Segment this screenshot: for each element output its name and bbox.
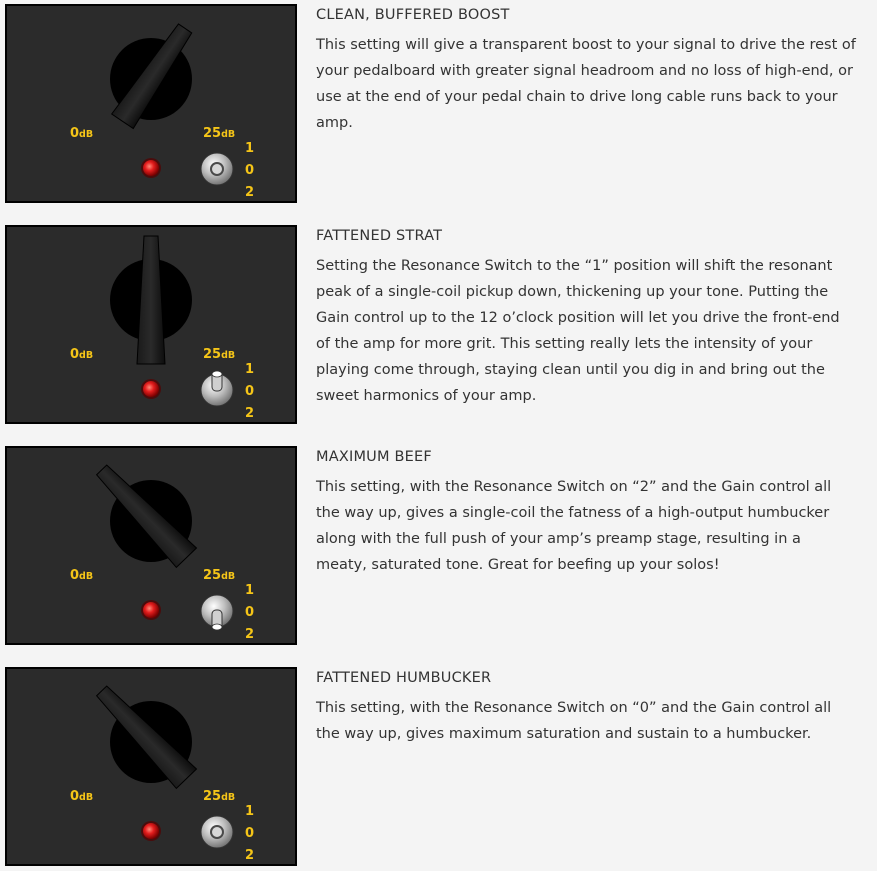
- setting-fattened-strat: [0, 225, 877, 425]
- switch-position-1-label: 1: [245, 804, 255, 819]
- switch-position-1-label: 1: [245, 141, 255, 156]
- gain-min-label: 0dB: [70, 126, 94, 141]
- switch-position-1-label: 1: [245, 583, 255, 598]
- setting-description: Setting the Resonance Switch to the “1” position will shift the resonant peak of a single-coil pickup down, thickening up your tone. Putting the Gain control up to the 12 o’clock position will let you drive the front-end of the amp for more grit. This setting really lets the intensity of your playing come through, staying clean until you dig in and bring out the sweet harmonics of your amp.: [316, 258, 840, 404]
- setting-description: This setting will give a transparent boost to your signal to drive the rest of your pedalboard with greater signal headroom and no loss of high-end, or use at the end of your pedal chain to drive long cable runs back to your amp.: [316, 37, 856, 131]
- gain-knob-icon[interactable]: [110, 21, 196, 128]
- switch-position-2-label: 2: [245, 406, 255, 421]
- pedal-panel: [5, 446, 297, 645]
- resonance-switch-icon[interactable]: [201, 816, 233, 848]
- resonance-switch-icon[interactable]: [201, 153, 233, 185]
- switch-position-2-label: 2: [245, 185, 255, 200]
- gain-knob-icon[interactable]: [92, 681, 197, 788]
- pedal-controls-diagram: [7, 6, 295, 201]
- pedal-controls-diagram: [7, 669, 295, 864]
- gain-knob-icon[interactable]: [92, 460, 197, 567]
- gain-min-label: 0dB: [70, 568, 94, 583]
- gain-max-label: 25dB: [203, 126, 236, 141]
- setting-description: This setting, with the Resonance Switch on “2” and the Gain control all the way up, gives a single-coil the fatness of a high-output humbucker along with the full push of your amp’s preamp stage, resulting in a meaty, saturated tone. Great for beefing up your solos!: [316, 479, 832, 573]
- pedal-controls-diagram: [7, 227, 295, 422]
- gain-knob-icon[interactable]: [110, 236, 192, 364]
- switch-position-0-label: 0: [245, 605, 255, 620]
- setting-description: This setting, with the Resonance Switch on “0” and the Gain control all the way up, gives maximum saturation and sustain to a humbucker.: [316, 700, 832, 742]
- switch-position-2-label: 2: [245, 627, 255, 642]
- setting-fattened-humbucker: [0, 667, 877, 867]
- pedal-controls-diagram: [7, 448, 295, 643]
- pedal-panel: [5, 4, 297, 203]
- setting-title: FATTENED STRAT: [316, 228, 443, 244]
- setting-title: CLEAN, BUFFERED BOOST: [316, 7, 510, 23]
- setting-maximum-beef: [0, 446, 877, 646]
- pedal-panel: [5, 667, 297, 866]
- switch-position-1-label: 1: [245, 362, 255, 377]
- switch-position-0-label: 0: [245, 826, 255, 841]
- pedal-panel: [5, 225, 297, 424]
- resonance-switch-icon[interactable]: [201, 595, 233, 630]
- gain-max-label: 25dB: [203, 347, 236, 362]
- gain-min-label: 0dB: [70, 347, 94, 362]
- setting-title: FATTENED HUMBUCKER: [316, 670, 492, 686]
- switch-position-2-label: 2: [245, 848, 255, 863]
- setting-title: MAXIMUM BEEF: [316, 449, 432, 465]
- setting-clean-buffered-boost: [0, 4, 877, 204]
- gain-max-label: 25dB: [203, 568, 236, 583]
- switch-position-0-label: 0: [245, 384, 255, 399]
- resonance-switch-icon[interactable]: [201, 371, 233, 406]
- gain-max-label: 25dB: [203, 789, 236, 804]
- gain-min-label: 0dB: [70, 789, 94, 804]
- switch-position-0-label: 0: [245, 163, 255, 178]
